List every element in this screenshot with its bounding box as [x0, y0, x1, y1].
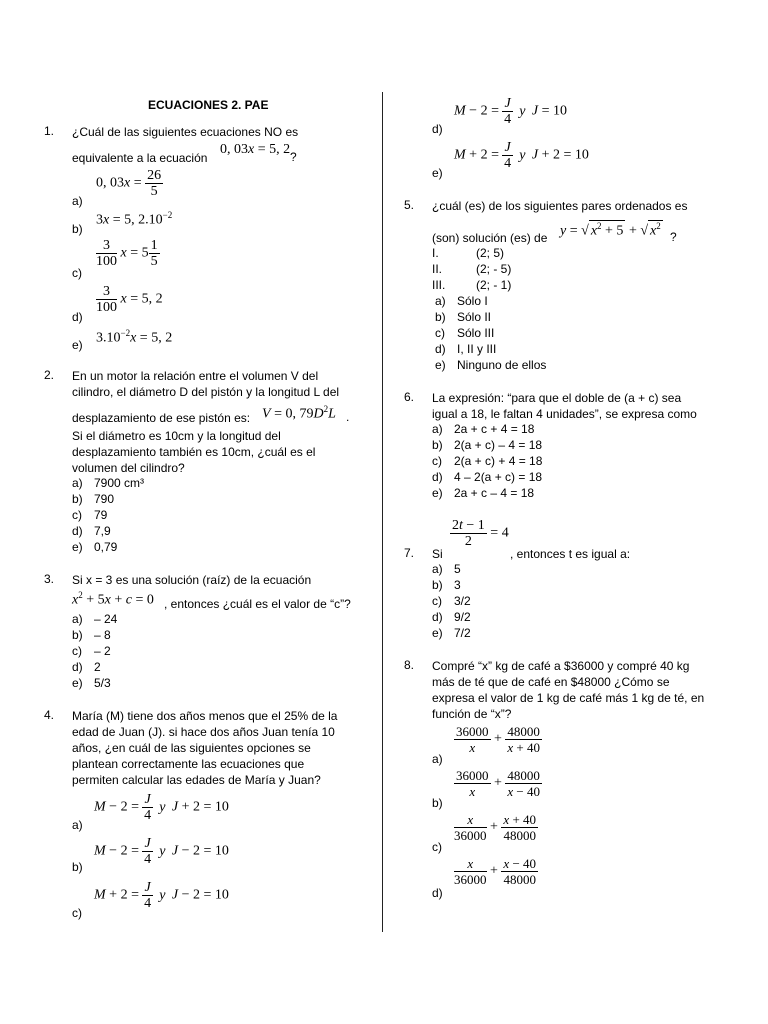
question-text: desplazamiento de ese pistón es:	[72, 411, 251, 425]
question-number: 3.	[44, 572, 55, 586]
option: a) 2a + c + 4 = 18	[432, 422, 535, 436]
option: c) Sólo III	[435, 326, 495, 340]
option: c) 3/2	[432, 594, 471, 608]
question-4-continued	[432, 94, 752, 184]
question-8	[404, 658, 754, 908]
option-d-equation: $\frac{3}{100}$ x = 5, 2	[96, 284, 163, 315]
option-label: c)	[72, 906, 82, 920]
option: d) 7,9	[72, 524, 111, 538]
option: d) I, II y III	[435, 342, 497, 356]
option-label: d)	[432, 886, 443, 900]
option-label: e)	[432, 166, 443, 180]
option-label: a)	[432, 752, 443, 766]
question-text: Si el diámetro es 10cm y la longitud del	[72, 429, 281, 443]
option-c-expression: $\frac{x}{36000}$ + $\frac{x + 40}{48000}$	[454, 812, 537, 843]
option: c) 2(a + c) + 4 = 18	[432, 454, 543, 468]
option-d-system: M − 2 = $\frac{J}{4}$ y J = 10	[454, 96, 568, 127]
question-number: 5.	[404, 198, 415, 212]
question-number: 2.	[44, 368, 55, 382]
option: a) Sólo I	[435, 294, 488, 308]
option-label: b)	[432, 796, 443, 810]
option: c) – 2	[72, 644, 111, 658]
column-divider	[382, 92, 383, 932]
option-label: a)	[72, 818, 83, 832]
option-a-expression: $\frac{36000}{x}$ + $\frac{48000}{x + 40}$	[456, 724, 540, 755]
quadratic-equation: $x^2 + 5x + c = 0$	[72, 590, 154, 608]
option-label: b)	[72, 222, 83, 236]
question-4	[44, 708, 374, 924]
question-number: 7.	[404, 546, 415, 560]
option: b) 3	[432, 578, 461, 592]
ordered-pair: III. (2; - 1)	[432, 278, 512, 292]
option-b-expression: $\frac{36000}{x}$ + $\frac{48000}{x - 40}$	[456, 768, 540, 799]
question-text: cilindro, el diámetro D del pistón y la longitud L del	[72, 385, 340, 399]
question-text: edad de Juan (J). si hace dos años Juan tenía 10	[72, 725, 335, 739]
question-7	[404, 516, 754, 646]
option: d) 9/2	[432, 610, 471, 624]
question-text: En un motor la relación entre el volumen V del	[72, 369, 319, 383]
question-mark: ?	[290, 150, 297, 164]
linear-equation: $\frac{2t - 1}{2}$ = 4	[452, 518, 509, 549]
question-text: permiten calcular las edades de María y Juan?	[72, 773, 321, 787]
option-label: b)	[72, 860, 83, 874]
option: a) 5	[432, 562, 461, 576]
option-a-equation: 0, 03x = $\frac{26}{5}$	[96, 168, 162, 199]
option-d-expression: $\frac{x}{36000}$ + $\frac{x - 40}{48000}$	[454, 856, 537, 887]
option-label: d)	[432, 122, 443, 136]
question-text: Si x = 3 es una solución (raíz) de la ecuación	[72, 573, 312, 587]
question-3	[44, 572, 374, 696]
question-text: (son) solución (es) de	[432, 231, 548, 245]
question-text: ¿Cuál de las siguientes ecuaciones NO es	[72, 125, 299, 139]
question-text: años, ¿en cuál de las siguientes opciones se	[72, 741, 311, 755]
page-title: ECUACIONES 2. PAE	[148, 98, 269, 112]
option-e-equation: $3.10^{-2}x = 5$, 2	[96, 328, 173, 346]
question-text: Si	[432, 547, 443, 561]
question-6	[404, 390, 754, 506]
question-text: igual a 18, le faltan 4 unidades”, se expresa como	[432, 407, 697, 421]
question-text: Compré “x” kg de café a $36000 y compré 40 kg	[432, 659, 690, 673]
question-number: 8.	[404, 658, 415, 672]
ordered-pair: I. (2; 5)	[432, 246, 505, 260]
question-number: 6.	[404, 390, 415, 404]
option: d) 4 – 2(a + c) = 18	[432, 470, 543, 484]
question-number: 1.	[44, 124, 55, 138]
option: e) 0,79	[72, 540, 118, 554]
option-label: c)	[432, 840, 442, 854]
question-text: plantean correctamente las ecuaciones que	[72, 757, 305, 771]
option: b) – 8	[72, 628, 111, 642]
question-1	[44, 124, 374, 354]
ordered-pair: II. (2; - 5)	[432, 262, 512, 276]
question-text: desplazamiento también es 10cm, ¿cuál es el	[72, 445, 316, 459]
option-e-system: M + 2 = $\frac{J}{4}$ y J + 2 = 10	[454, 140, 589, 171]
question-text: ¿cuál (es) de los siguientes pares ordenados es	[432, 199, 688, 213]
option: e) 7/2	[432, 626, 471, 640]
question-text: María (M) tiene dos años menos que el 25% de la	[72, 709, 338, 723]
option-label: c)	[72, 266, 82, 280]
option: b) 790	[72, 492, 115, 506]
option-c-equation: $\frac{3}{100}$ x = 5 $\frac{1}{5}$	[96, 238, 158, 269]
period: .	[346, 410, 350, 424]
question-text: expresa el valor de 1 kg de café más 1 kg de té, en	[432, 691, 705, 705]
option: e) Ninguno de ellos	[435, 358, 547, 372]
option-label: e)	[72, 338, 83, 352]
option-label: d)	[72, 310, 83, 324]
option-b-system: M − 2 = $\frac{J}{4}$ y J − 2 = 10	[94, 836, 229, 867]
question-text: , entonces t es igual a:	[510, 547, 631, 561]
option: c) 79	[72, 508, 108, 522]
question-text: equivalente a la ecuación	[72, 151, 208, 165]
option-b-equation: 3x = 5, $2.10^{-2}$	[96, 210, 173, 228]
option: e) 5/3	[72, 676, 111, 690]
question-number: 4.	[44, 708, 55, 722]
option-label: a)	[72, 194, 83, 208]
question-text: función de “x”?	[432, 707, 512, 721]
equation: 0, 03x = 5, 2	[220, 142, 291, 157]
question-text: La expresión: “para que el doble de (a + c) sea	[432, 391, 682, 405]
question-text: más de té que de café en $48000 ¿Cómo se	[432, 675, 670, 689]
option: e) 2a + c – 4 = 18	[432, 486, 535, 500]
option: a) – 24	[72, 612, 118, 626]
option: b) Sólo II	[435, 310, 492, 324]
option-c-system: M + 2 = $\frac{J}{4}$ y J − 2 = 10	[94, 880, 229, 911]
question-mark: ?	[670, 230, 677, 244]
option-a-system: M − 2 = $\frac{J}{4}$ y J + 2 = 10	[94, 792, 229, 823]
option: a) 7900 cm³	[72, 476, 145, 490]
question-5	[404, 198, 754, 378]
question-text: volumen del cilindro?	[72, 461, 185, 475]
radical-function: y = √ $x^2 + 5$ + √ $x^2$	[560, 221, 661, 239]
volume-formula: V = 0, $79D^2L$	[262, 404, 336, 422]
question-2	[44, 368, 374, 558]
question-text: , entonces ¿cuál es el valor de “c”?	[164, 597, 351, 611]
option: b) 2(a + c) – 4 = 18	[432, 438, 543, 452]
option: d) 2	[72, 660, 101, 674]
